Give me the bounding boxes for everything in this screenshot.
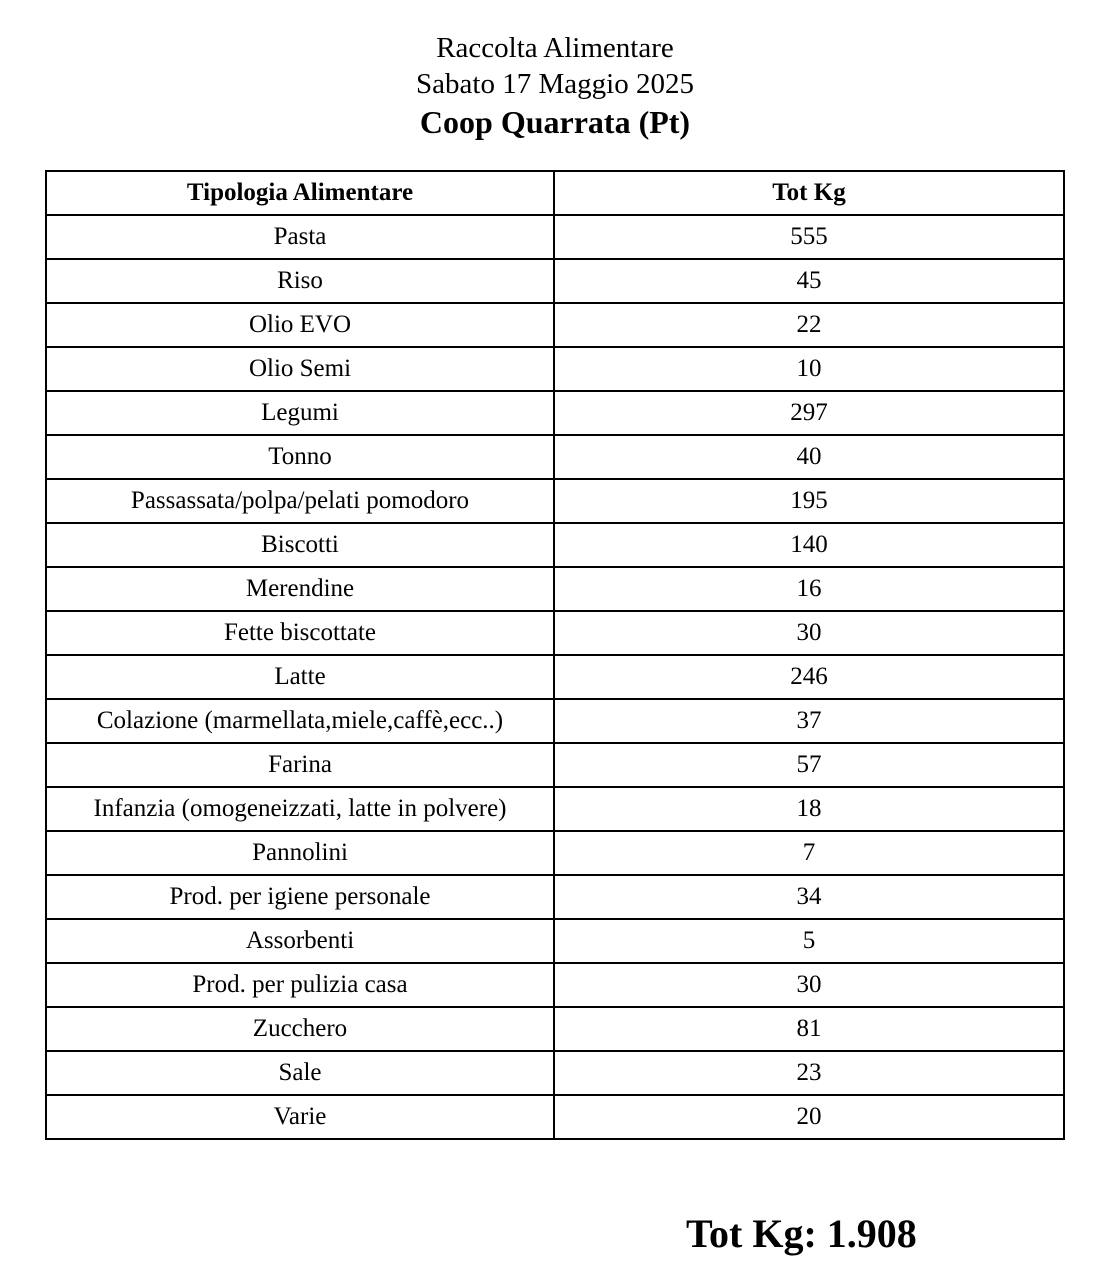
table-row bbox=[46, 655, 1064, 699]
food-type-cell: Merendine bbox=[46, 567, 554, 611]
food-type-cell: Riso bbox=[46, 259, 554, 303]
table-row bbox=[46, 919, 1064, 963]
column-header-kg: Tot Kg bbox=[554, 171, 1064, 215]
table-row bbox=[46, 1051, 1064, 1095]
table-row bbox=[46, 743, 1064, 787]
food-type-cell: Fette biscottate bbox=[46, 611, 554, 655]
document-header bbox=[0, 30, 1110, 142]
kg-cell: 297 bbox=[554, 391, 1064, 435]
food-type-cell: Pasta bbox=[46, 215, 554, 259]
header-location: Coop Quarrata (Pt) bbox=[419, 104, 691, 140]
table-row bbox=[46, 391, 1064, 435]
kg-cell: 246 bbox=[554, 655, 1064, 699]
table-row bbox=[46, 303, 1064, 347]
food-type-cell: Infanzia (omogeneizzati, latte in polvere) bbox=[46, 787, 554, 831]
food-type-cell: Biscotti bbox=[46, 523, 554, 567]
kg-cell: 30 bbox=[554, 611, 1064, 655]
kg-cell: 16 bbox=[554, 567, 1064, 611]
kg-cell: 45 bbox=[554, 259, 1064, 303]
food-type-cell: Prod. per igiene personale bbox=[46, 875, 554, 919]
food-type-cell: Olio Semi bbox=[46, 347, 554, 391]
food-type-cell: Latte bbox=[46, 655, 554, 699]
table-row bbox=[46, 259, 1064, 303]
food-collection-table bbox=[45, 170, 1065, 1140]
table-body bbox=[46, 215, 1064, 1139]
table-row bbox=[46, 479, 1064, 523]
table-header-row bbox=[46, 171, 1064, 215]
food-type-cell: Zucchero bbox=[46, 1007, 554, 1051]
kg-cell: 10 bbox=[554, 347, 1064, 391]
table-row bbox=[46, 567, 1064, 611]
kg-cell: 37 bbox=[554, 699, 1064, 743]
table-row bbox=[46, 963, 1064, 1007]
table-row bbox=[46, 1095, 1064, 1139]
kg-cell: 34 bbox=[554, 875, 1064, 919]
header-date: Sabato 17 Maggio 2025 bbox=[416, 68, 694, 100]
table-row bbox=[46, 435, 1064, 479]
kg-cell: 7 bbox=[554, 831, 1064, 875]
food-type-cell: Prod. per pulizia casa bbox=[46, 963, 554, 1007]
table-row bbox=[46, 1007, 1064, 1051]
food-type-cell: Tonno bbox=[46, 435, 554, 479]
kg-cell: 30 bbox=[554, 963, 1064, 1007]
kg-cell: 20 bbox=[554, 1095, 1064, 1139]
table-row bbox=[46, 875, 1064, 919]
food-type-cell: Pannolini bbox=[46, 831, 554, 875]
table-row bbox=[46, 347, 1064, 391]
food-type-cell: Sale bbox=[46, 1051, 554, 1095]
grand-total: Tot Kg: 1.908 bbox=[686, 1211, 917, 1256]
table-row bbox=[46, 523, 1064, 567]
table-row bbox=[46, 787, 1064, 831]
table-row bbox=[46, 831, 1064, 875]
kg-cell: 22 bbox=[554, 303, 1064, 347]
column-header-type: Tipologia Alimentare bbox=[46, 171, 554, 215]
table-row bbox=[46, 611, 1064, 655]
table-row bbox=[46, 215, 1064, 259]
kg-cell: 81 bbox=[554, 1007, 1064, 1051]
food-type-cell: Olio EVO bbox=[46, 303, 554, 347]
kg-cell: 18 bbox=[554, 787, 1064, 831]
food-type-cell: Assorbenti bbox=[46, 919, 554, 963]
food-type-cell: Legumi bbox=[46, 391, 554, 435]
kg-cell: 57 bbox=[554, 743, 1064, 787]
kg-cell: 23 bbox=[554, 1051, 1064, 1095]
food-type-cell: Varie bbox=[46, 1095, 554, 1139]
table-row bbox=[46, 699, 1064, 743]
food-type-cell: Passassata/polpa/pelati pomodoro bbox=[46, 479, 554, 523]
kg-cell: 5 bbox=[554, 919, 1064, 963]
kg-cell: 40 bbox=[554, 435, 1064, 479]
kg-cell: 195 bbox=[554, 479, 1064, 523]
kg-cell: 555 bbox=[554, 215, 1064, 259]
food-type-cell: Colazione (marmellata,miele,caffè,ecc..) bbox=[46, 699, 554, 743]
kg-cell: 140 bbox=[554, 523, 1064, 567]
header-title: Raccolta Alimentare bbox=[436, 32, 674, 64]
food-type-cell: Farina bbox=[46, 743, 554, 787]
